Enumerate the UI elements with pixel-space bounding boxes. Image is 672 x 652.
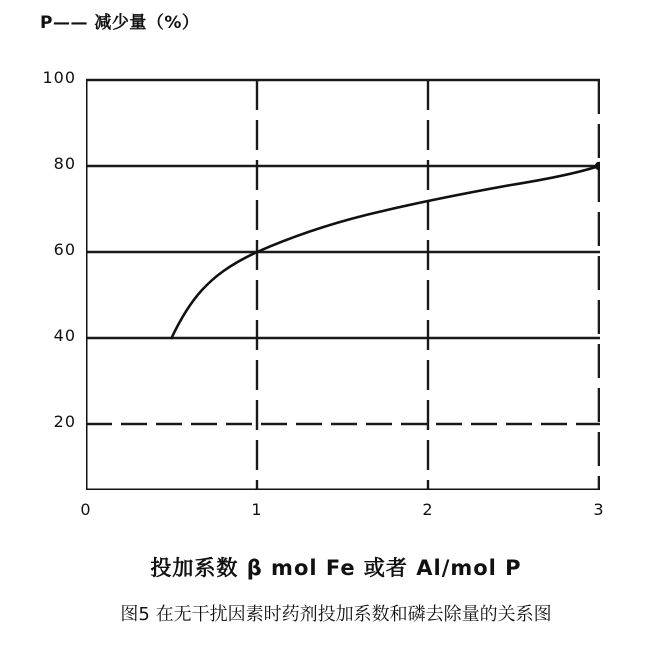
y-tick-80: 80 (53, 154, 76, 173)
y-tick-20: 20 (53, 412, 76, 431)
y-axis-title: P—— 减少量（%） (40, 13, 200, 33)
y-tick-100: 100 (42, 68, 76, 87)
x-tick-2: 2 (422, 500, 434, 519)
plot-area (42, 68, 605, 519)
x-axis-title: 投加系数 β mol Fe 或者 Al/mol P (150, 556, 522, 580)
chart-svg (86, 72, 600, 490)
x-tick-3: 3 (593, 500, 605, 519)
x-tick-0: 0 (80, 500, 92, 519)
y-tick-60: 60 (53, 240, 76, 259)
x-tick-1: 1 (251, 500, 263, 519)
y-tick-40: 40 (53, 326, 76, 345)
figure-caption: 图5 在无干扰因素时药剂投加系数和磷去除量的关系图 (120, 604, 552, 625)
plot-background (86, 72, 600, 490)
